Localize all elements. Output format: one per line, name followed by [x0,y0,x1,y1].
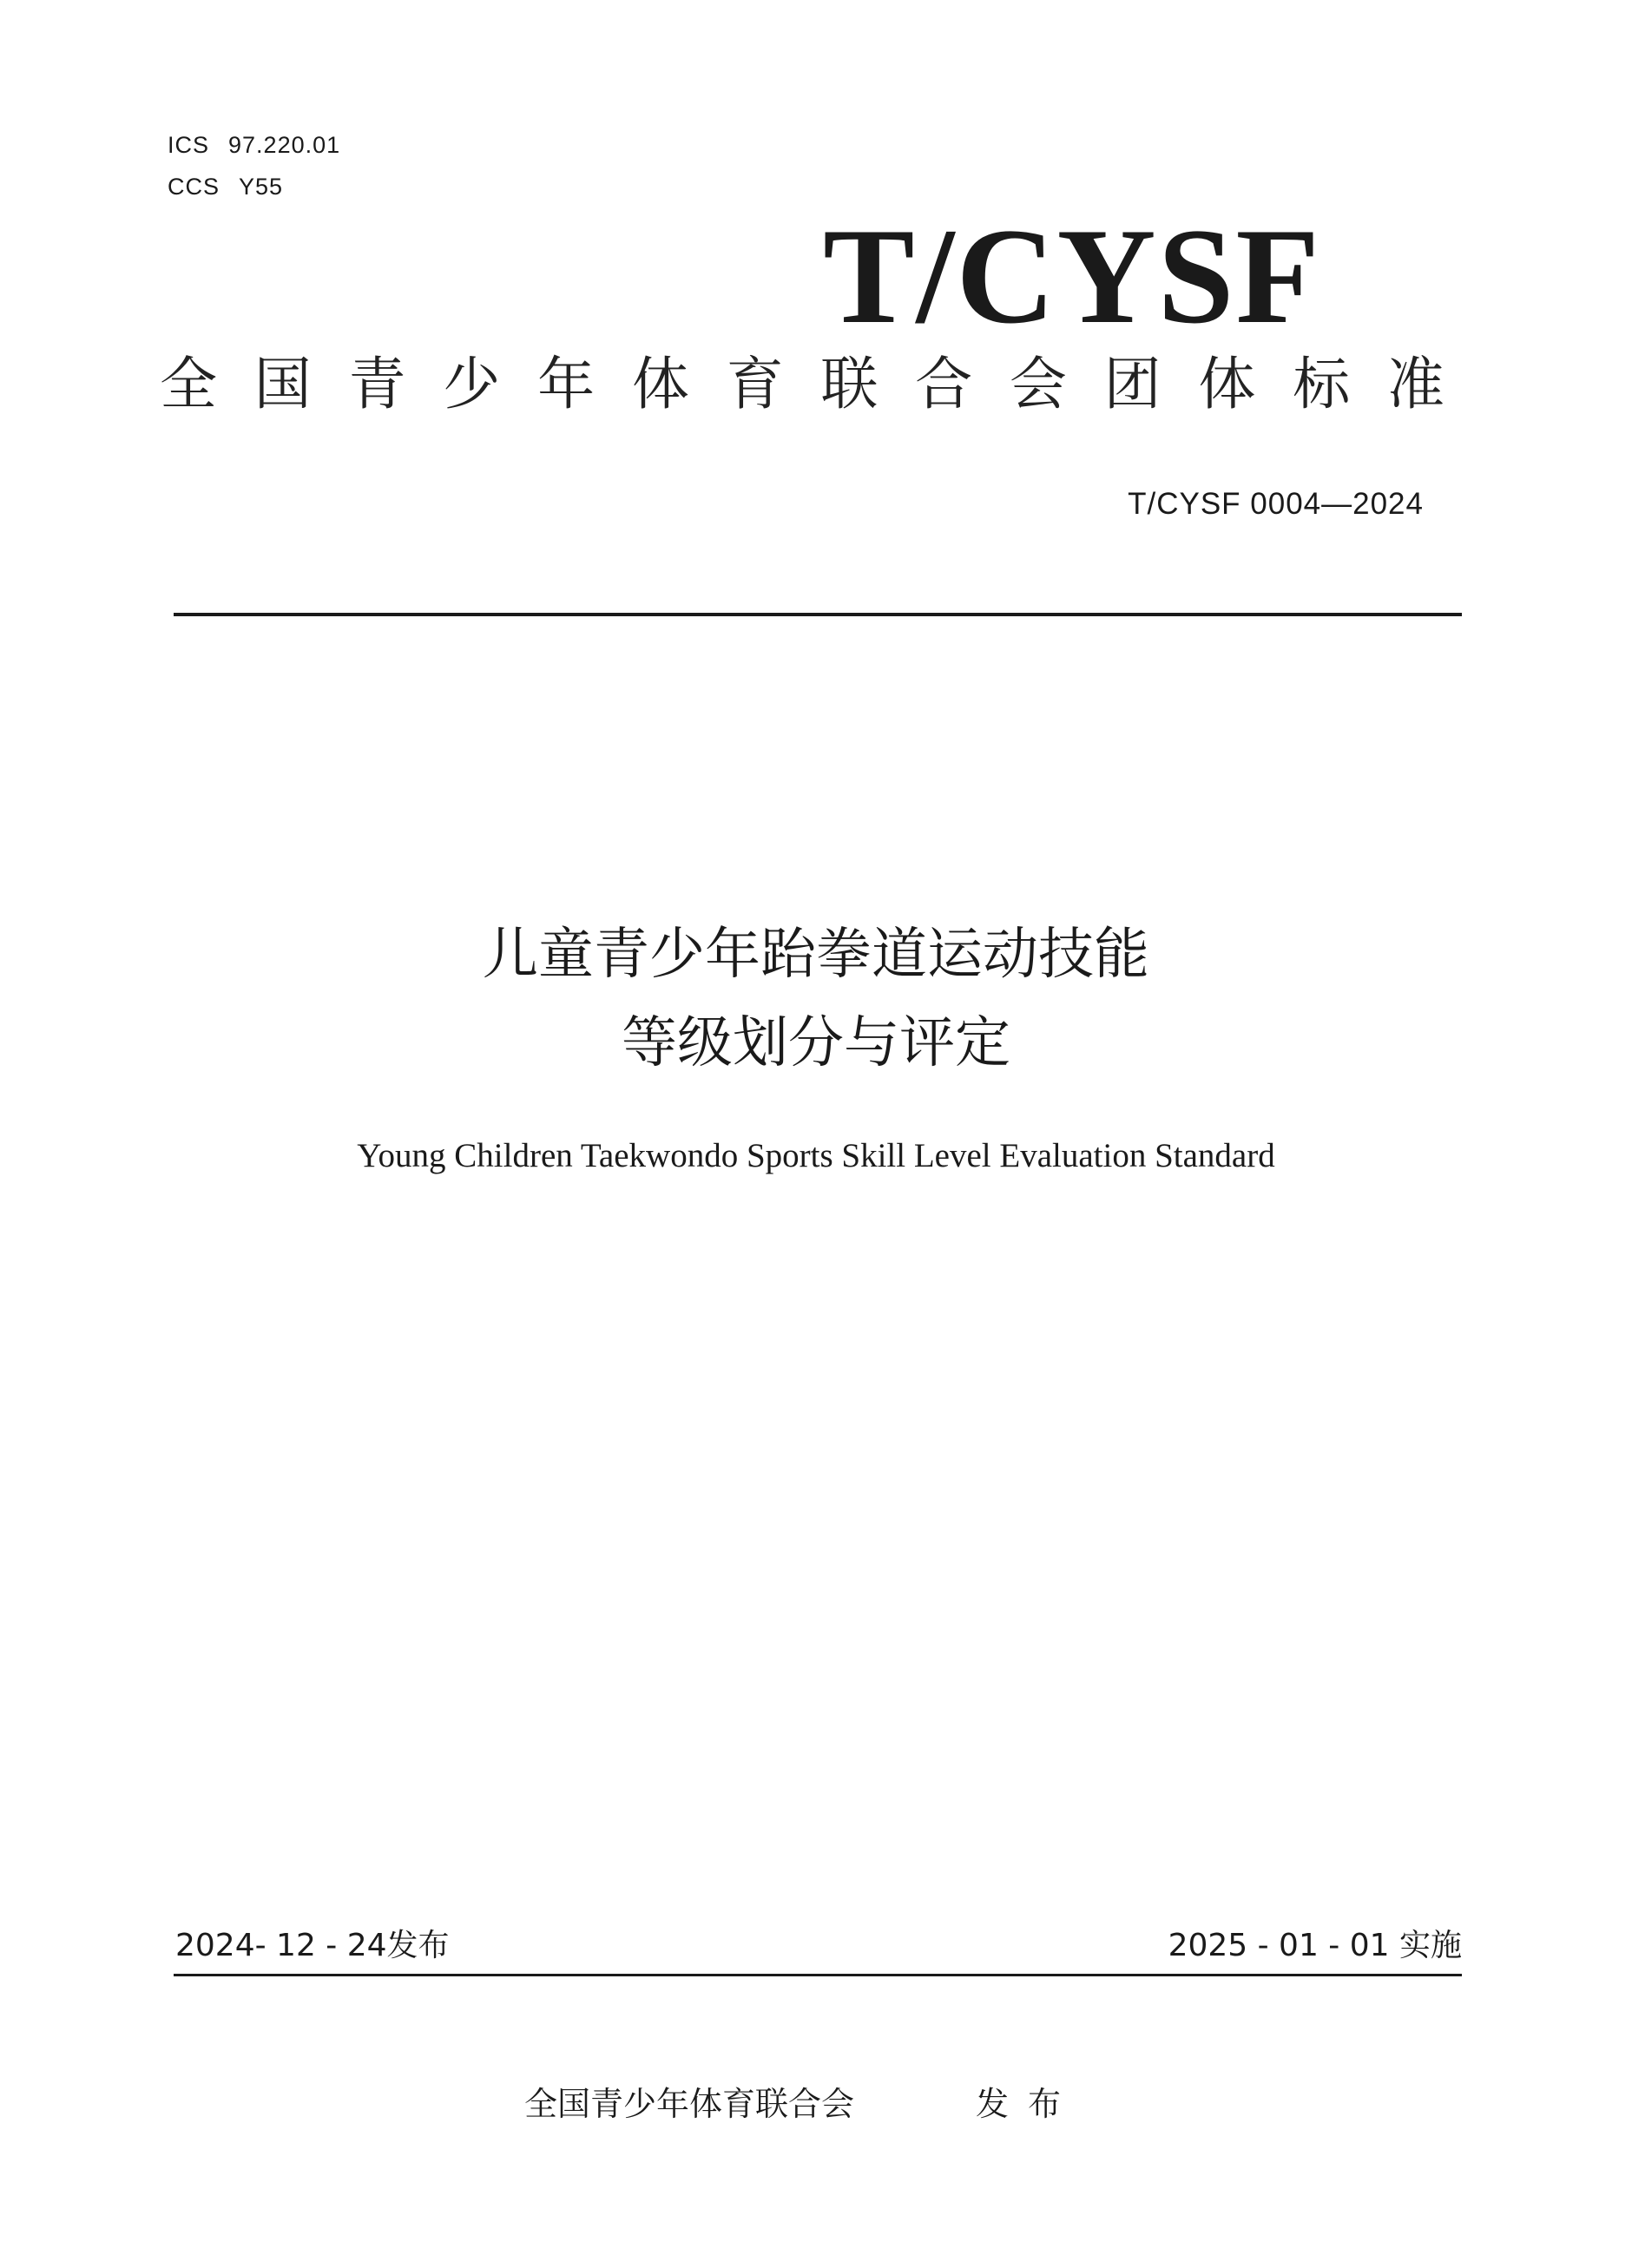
standard-number: T/CYSF 0004—2024 [1128,487,1424,521]
org-char: 会 [1009,351,1067,417]
effective-date: 2025 - 01 - 01 实施 [1168,1928,1462,1963]
standard-logo: T/CYSF [823,201,1321,352]
ics-label: ICS [168,132,210,158]
org-char: 少 [443,351,501,417]
ics-classification [168,134,340,157]
org-char: 全 [160,351,217,417]
org-char: 年 [537,351,596,417]
title-cn-line1: 儿童青少年跆拳道运动技能 [483,923,1149,987]
ccs-label: CCS [168,174,220,200]
title-cn-line2: 等级划分与评定 [622,1011,1010,1075]
ics-code: 97.220.01 [228,132,341,158]
ccs-code: Y55 [239,174,284,200]
ccs-classification [168,175,283,199]
org-char: 国 [253,351,312,417]
issue-date: 2024- 12 - 24发布 [175,1928,450,1963]
org-char: 联 [820,351,879,417]
org-char: 育 [726,351,784,417]
org-char: 团 [1103,351,1161,417]
org-char: 准 [1386,351,1444,417]
org-char: 标 [1293,351,1351,417]
org-standard-title [160,351,1444,417]
header-divider [174,613,1462,616]
org-char: 青 [348,351,406,417]
footer-divider [174,1974,1462,1976]
title-en: Young Children Taekwondo Sports Skill Level Evaluation Standard [357,1137,1275,1174]
org-char: 体 [1198,351,1256,417]
publisher: 全国青少年体育联合会 [524,2085,855,2123]
org-char: 体 [631,351,689,417]
org-char: 合 [915,351,973,417]
publish-label: 发布 [976,2085,1081,2123]
